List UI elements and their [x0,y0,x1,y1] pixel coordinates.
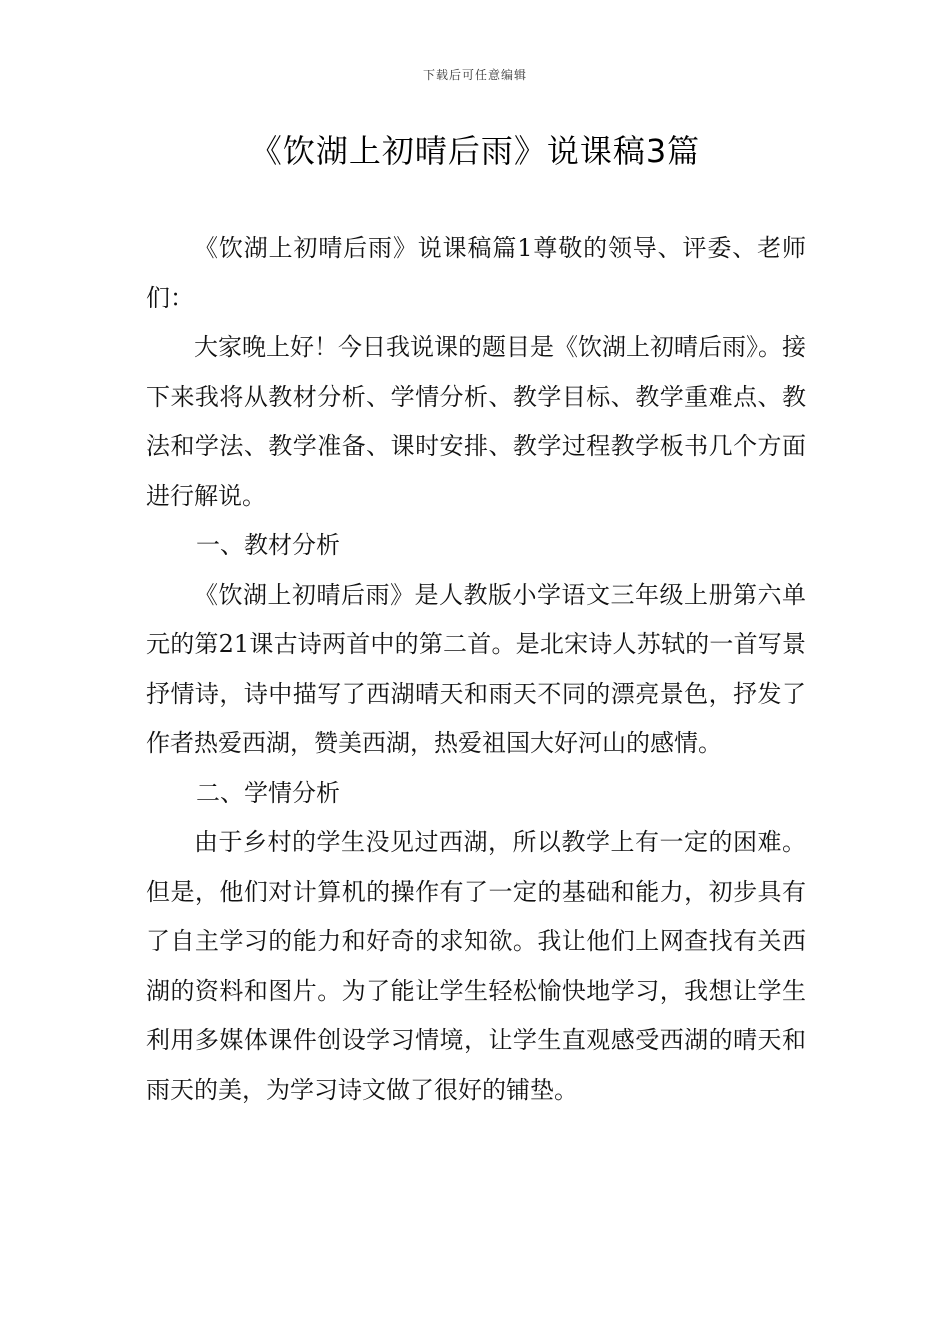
document-body [146,224,806,1115]
section-heading-textbook-analysis: 一、教材分析 [196,531,340,559]
paragraph-greeting: 《饮湖上初晴后雨》说课稿篇1尊敬的领导、评委、老师们： [146,234,806,312]
section-heading-student-analysis: 二、学情分析 [196,778,340,807]
paragraph-textbook-analysis: 《饮湖上初晴后雨》是人教版小学语文三年级上册第六单元的第21课古诗两首中的第二首。是北宋诗人苏轼的一首写景抒情诗，诗中描写了西湖晴天和雨天不同的漂亮景色，抒发了作者热爱西湖，赞美西湖，热爱祖国大好河山的感情。 [146,580,806,757]
document-title: 《饮湖上初晴后雨》说课稿3篇 [249,132,701,170]
header-note: 下载后可任意编辑 [422,68,527,82]
paragraph-intro: 大家晚上好！今日我说课的题目是《饮湖上初晴后雨》。接下来我将从教材分析、学情分析、教学目标、教学重难点、教法和学法、教学准备、课时安排、教学过程教学板书几个方面进行解说。 [146,333,806,510]
paragraph-student-analysis: 由于乡村的学生没见过西湖，所以教学上有一定的困难。但是，他们对计算机的操作有了一定的基础和能力，初步具有了自主学习的能力和好奇的求知欲。我让他们上网查找有关西湖的资料和图片。为了能让学生轻松愉快地学习，我想让学生利用多媒体课件创设学习情境，让学生直观感受西湖的晴天和雨天的美，为学习诗文做了很好的铺垫。 [146,828,806,1104]
